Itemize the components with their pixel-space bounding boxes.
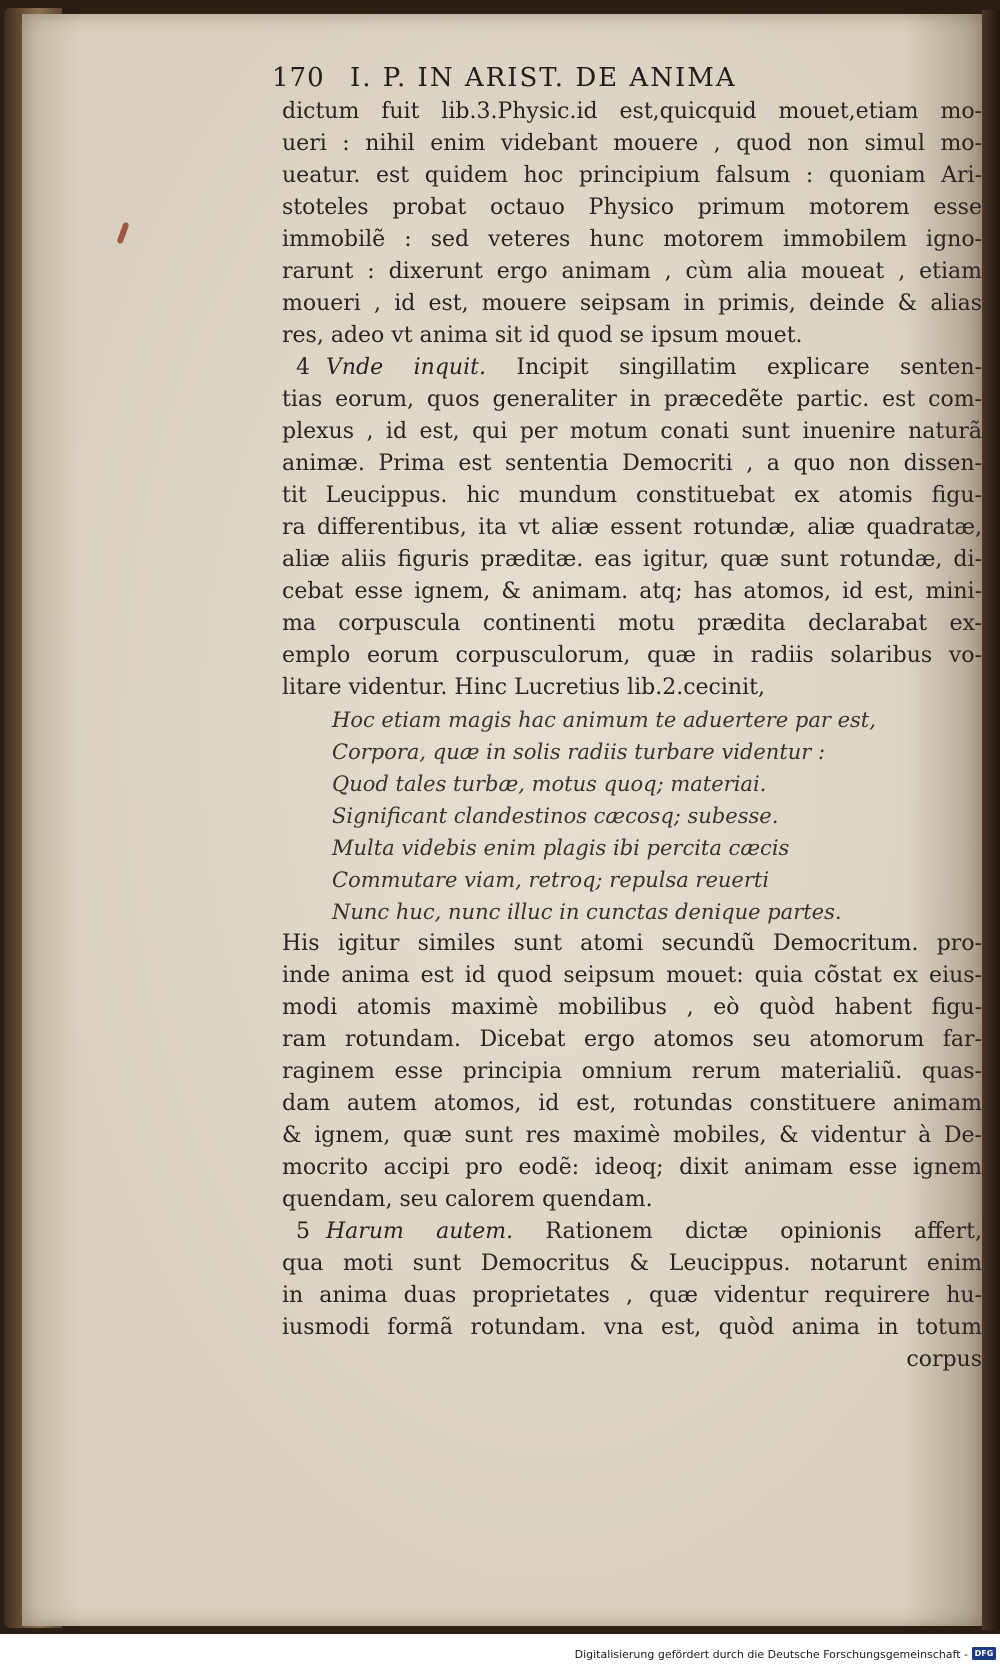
text-line: tias eorum, quos generaliter in præcedẽte partic. est com- — [282, 387, 982, 412]
text-line: ueatur. est quidem hoc principium falsum : quoniam Ari- — [282, 163, 982, 188]
text-line: aliæ aliis figuris præditæ. eas igitur, quæ sunt rotundæ, di- — [282, 547, 982, 572]
text-line: His igitur similes sunt atomi secundũ Democritum. pro- — [282, 931, 982, 956]
text-line-rest: Incipit singillatim explicare senten- — [516, 355, 982, 380]
paragraph-4 — [282, 1216, 982, 1344]
verse-line: Significant clandestinos cæcosq; subesse. — [332, 804, 779, 828]
text-line: dictum fuit lib.3.Physic.id est,quicquid mouet,etiam mo- — [282, 99, 982, 124]
text-line: dam autem atomos, id est, rotundas constituere animam — [282, 1091, 982, 1116]
text-line: emplo eorum corpusculorum, quæ in radiis solaribus vo- — [282, 643, 982, 668]
paragraph-2 — [282, 352, 982, 704]
verse-line: Hoc etiam magis hac animum te aduertere par est, — [332, 708, 876, 732]
verse-line: Quod tales turbæ, motus quoq; materiai. — [332, 772, 767, 796]
text-line: stoteles probat octauo Physico primum motorem esse — [282, 195, 982, 220]
text-line: ra differentibus, ita vt aliæ essent rotundæ, aliæ quadratæ, — [282, 515, 982, 540]
ink-stain — [116, 222, 129, 245]
text-line: qua moti sunt Democritus & Leucippus. notarunt enim — [282, 1251, 982, 1276]
text-line: cebat esse ignem, & animam. atq; has atomos, id est, mini- — [282, 579, 982, 604]
verse-line: Multa videbis enim plagis ibi percita cæcis — [332, 836, 790, 860]
verse-line: Commutare viam, retroq; repulsa reuerti — [332, 868, 770, 892]
page-edge-right — [982, 10, 1000, 1630]
text-line: litare videntur. Hinc Lucretius lib.2.cecinit, — [282, 675, 765, 700]
text-line: moueri , id est, mouere seipsam in primis, deinde & alias — [282, 291, 982, 316]
text-line: rarunt : dixerunt ergo animam , cùm alia moueat , etiam — [282, 259, 982, 284]
text-line: animæ. Prima est sententia Democriti , a quo non dissen- — [282, 451, 982, 476]
dfg-logo: DFG — [972, 1647, 996, 1660]
text-line-rest: Rationem dictæ opinionis affert, — [545, 1219, 982, 1244]
footer-bar — [0, 1640, 1000, 1667]
verse-quotation — [282, 704, 982, 928]
text-line: modi atomis maximè mobilibus , eò quòd habent figu- — [282, 995, 982, 1020]
text-line: immobilẽ : sed veteres hunc motorem immobilem igno- — [282, 227, 982, 252]
catchword: corpus — [906, 1347, 982, 1372]
text-line: ueri : nihil enim videbant mouere , quod non simul mo- — [282, 131, 982, 156]
lemma: Harum autem. — [326, 1219, 514, 1244]
text-line — [282, 352, 982, 384]
running-head-title: I. P. IN ARIST. DE ANIMA — [350, 63, 737, 93]
text-line: tit Leucippus. hic mundum constituebat ex atomis figu- — [282, 483, 982, 508]
text-line — [282, 1216, 982, 1248]
lemma: Vnde inquit. — [326, 355, 486, 380]
funding-credit: Digitalisierung gefördert durch die Deutsche Forschungsgemeinschaft - — [574, 1648, 968, 1661]
text-line: ram rotundam. Dicebat ergo atomos seu atomorum far- — [282, 1027, 982, 1052]
paragraph-1 — [282, 96, 982, 352]
verse-line: Nunc huc, nunc illuc in cunctas denique partes. — [332, 900, 842, 924]
text-line: inde anima est id quod seipsum mouet: quia cõstat ex eius- — [282, 963, 982, 988]
text-line: ma corpuscula continenti motu prædita declarabat ex- — [282, 611, 982, 636]
paragraph-3 — [282, 928, 982, 1216]
text-line: & ignem, quæ sunt res maximè mobiles, & videntur à De- — [282, 1123, 982, 1148]
paragraph-number: 4 — [296, 355, 310, 380]
text-line: plexus , id est, qui per motum conati sunt inuenire naturã — [282, 419, 982, 444]
paragraph-number: 5 — [296, 1219, 310, 1244]
text-line: raginem esse principia omnium rerum materialiũ. quas- — [282, 1059, 982, 1084]
running-header — [272, 62, 982, 94]
text-line: mocrito accipi pro eodẽ: ideoq; dixit animam esse ignem — [282, 1155, 982, 1180]
text-line: iusmodi formã rotundam. vna est, quòd anima in totum — [282, 1315, 982, 1340]
verse-line: Corpora, quæ in solis radiis turbare videntur : — [332, 740, 826, 764]
text-line: in anima duas proprietates , quæ videntur requirere hu- — [282, 1283, 982, 1308]
page-text — [272, 62, 982, 1376]
page-number: 170 — [272, 63, 325, 93]
text-line: res, adeo vt anima sit id quod se ipsum mouet. — [282, 323, 803, 348]
text-line: quendam, seu calorem quendam. — [282, 1187, 653, 1212]
